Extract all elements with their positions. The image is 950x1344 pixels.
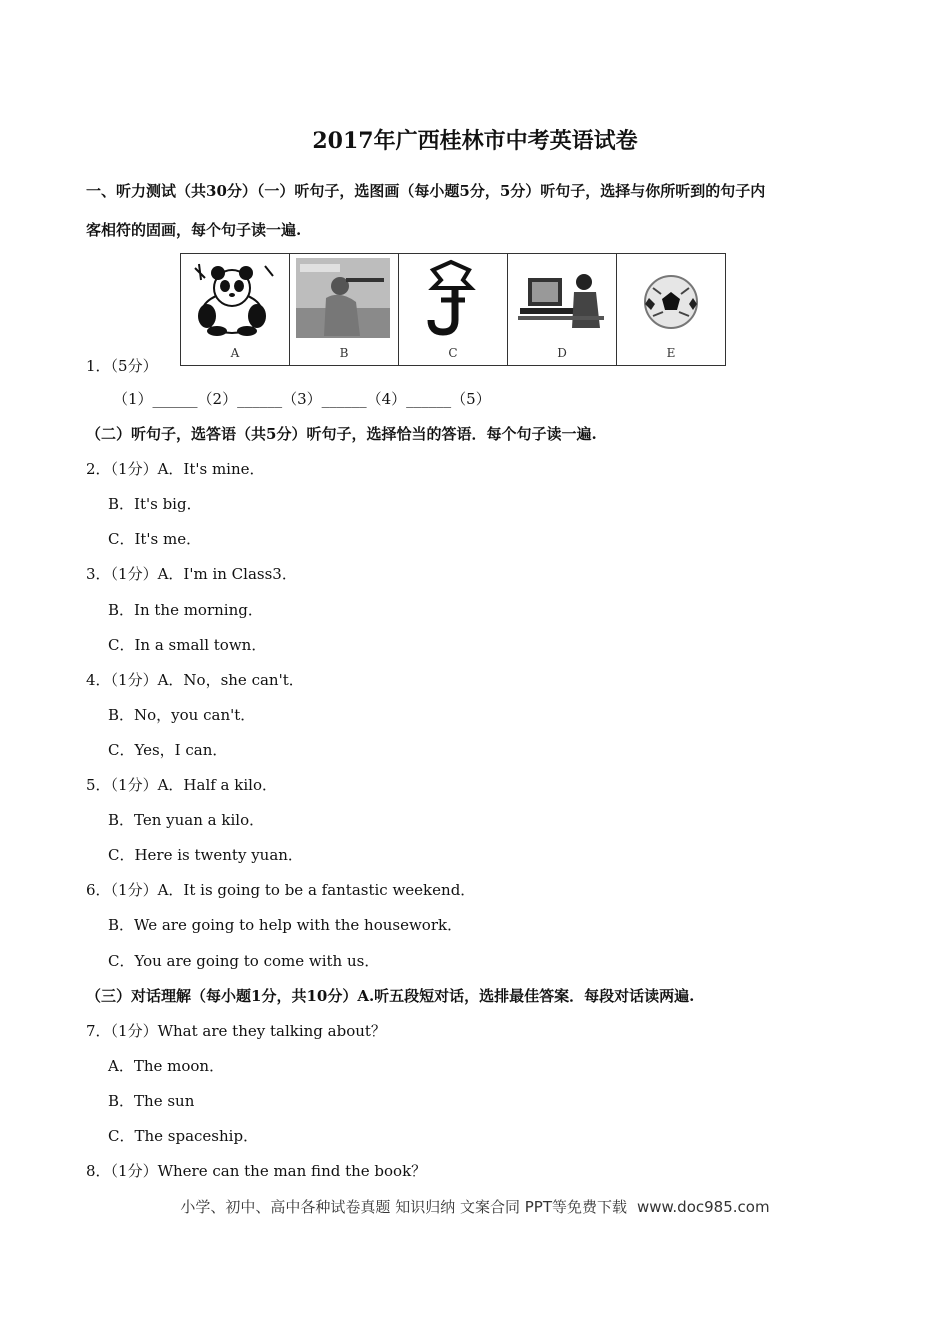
picture-d-computer xyxy=(508,254,617,365)
picture-strip xyxy=(180,253,726,366)
question-2-stem: 2．（1分）A．It's mine． xyxy=(86,460,265,478)
question-8-stem: 8．（1分）Where can the man find the book？ xyxy=(86,1162,427,1180)
football-icon xyxy=(623,258,717,338)
logo-symbol-icon xyxy=(405,258,499,338)
question-1-blanks: （1）______（2）______（3）______（4）______（5） xyxy=(113,390,491,408)
section1-instruction-line2: 客相符的固画，每个句子读一遍. xyxy=(86,221,302,239)
question-3-option-b: B．In the morning． xyxy=(108,601,263,619)
question-4-option-c: C．Yes，I can． xyxy=(108,741,228,759)
computer-user-icon xyxy=(514,258,608,338)
musician-icon xyxy=(296,258,390,338)
question-5-option-c: C．Here is twenty yuan． xyxy=(108,846,303,864)
question-2-option-b: B．It's big． xyxy=(108,495,202,513)
question-1-label: 1．（5分） xyxy=(86,357,158,375)
picture-e-ball xyxy=(617,254,725,365)
question-3-stem: 3．（1分）A．I'm in Class3． xyxy=(86,565,297,583)
section1-instruction-line1: 一、听力测试（共30分）（一）听句子，选图画（每小题5分，5分）听句子，选择与你所听到的句子内 xyxy=(86,182,766,200)
question-7-option-c: C．The spaceship． xyxy=(108,1127,259,1145)
question-6-stem: 6．（1分）A．It is going to be a fantastic weekend． xyxy=(86,881,476,899)
question-7-option-a: A．The moon． xyxy=(108,1057,225,1075)
question-5-stem: 5．（1分）A．Half a kilo． xyxy=(86,776,277,794)
picture-d-label: D xyxy=(557,346,567,360)
question-3-option-c: C．In a small town． xyxy=(108,636,267,654)
question-4-stem: 4．（1分）A．No，she can't． xyxy=(86,671,304,689)
picture-e-label: E xyxy=(666,346,676,360)
page-title: 2017年广西桂林市中考英语试卷 xyxy=(312,128,638,154)
question-2-option-c: C．It's me． xyxy=(108,530,202,548)
question-6-option-b: B．We are going to help with the housework． xyxy=(108,916,463,934)
picture-b-player xyxy=(290,254,399,365)
footer-url[interactable]: www.doc985.com xyxy=(636,1198,770,1216)
question-4-option-b: B．No，you can't． xyxy=(108,706,256,724)
footer-text: 小学、初中、高中各种试卷真题 知识归纳 文案合同 PPT等免费下载 xyxy=(180,1198,627,1216)
panda-icon xyxy=(187,258,281,338)
question-5-option-b: B．Ten yuan a kilo． xyxy=(108,811,265,829)
question-6-option-c: C．You are going to come with us． xyxy=(108,952,380,970)
picture-a-label: A xyxy=(230,346,240,360)
picture-b-label: B xyxy=(339,346,349,360)
page-footer xyxy=(0,1196,950,1217)
picture-c-label: C xyxy=(448,346,458,360)
picture-a-panda xyxy=(181,254,290,365)
section2-header: （二）听句子，选答语（共5分）听句子，选择恰当的答语．每个句子读一遍. xyxy=(86,425,597,443)
question-7-option-b: B．The sun xyxy=(108,1092,195,1110)
section3-header: （三）对话理解（每小题1分，共10分）A.听五段短对话，选排最佳答案．每段对话读两遍. xyxy=(86,987,695,1005)
question-7-stem: 7．（1分）What are they talking about？ xyxy=(86,1022,386,1040)
picture-c-symbol xyxy=(399,254,508,365)
